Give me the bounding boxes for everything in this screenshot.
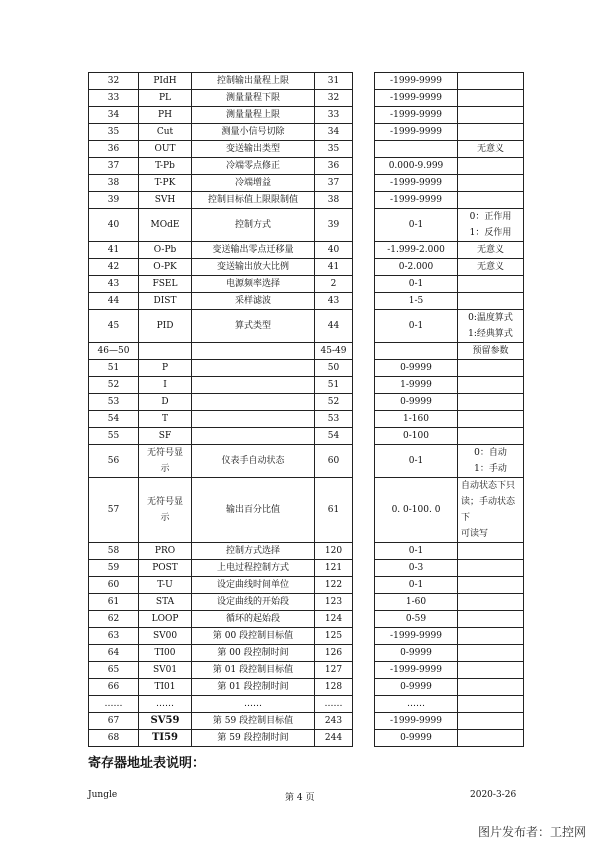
description-cell: 采样滤波 bbox=[192, 293, 315, 310]
description-cell: 输出百分比值 bbox=[192, 478, 315, 543]
note-cell bbox=[458, 730, 524, 747]
address-cell: 51 bbox=[315, 377, 353, 394]
address-cell: 123 bbox=[315, 594, 353, 611]
section-title: 寄存器地址表说明： bbox=[88, 756, 206, 771]
description-cell: 电源频率选择 bbox=[192, 276, 315, 293]
row-number-cell: 40 bbox=[89, 209, 139, 242]
symbol-cell: SF bbox=[139, 428, 192, 445]
description-cell: …… bbox=[192, 696, 315, 713]
note-cell bbox=[458, 394, 524, 411]
description-cell: 控制方式 bbox=[192, 209, 315, 242]
table-row bbox=[89, 73, 524, 90]
description-cell: 冷端零点修正 bbox=[192, 158, 315, 175]
address-cell: 121 bbox=[315, 560, 353, 577]
table-row bbox=[89, 107, 524, 124]
gap-cell bbox=[353, 124, 375, 141]
symbol-cell: TI59 bbox=[139, 730, 192, 747]
table-row bbox=[89, 192, 524, 209]
gap-cell bbox=[353, 192, 375, 209]
range-cell: 0.000-9.999 bbox=[375, 158, 458, 175]
gap-cell bbox=[353, 209, 375, 242]
footer-page-number: 第 4 页 bbox=[285, 793, 315, 803]
address-cell: 126 bbox=[315, 645, 353, 662]
note-cell bbox=[458, 560, 524, 577]
table-row bbox=[89, 360, 524, 377]
symbol-cell: D bbox=[139, 394, 192, 411]
gap-cell bbox=[353, 645, 375, 662]
note-cell bbox=[458, 645, 524, 662]
range-cell bbox=[375, 343, 458, 360]
address-cell: 61 bbox=[315, 478, 353, 543]
range-cell: 0-1 bbox=[375, 310, 458, 343]
description-cell: 变送输出类型 bbox=[192, 141, 315, 158]
range-cell: 1-5 bbox=[375, 293, 458, 310]
table-row bbox=[89, 90, 524, 107]
note-cell: 无意义 bbox=[458, 242, 524, 259]
range-cell: 0-9999 bbox=[375, 645, 458, 662]
table-row bbox=[89, 310, 524, 343]
address-cell: 127 bbox=[315, 662, 353, 679]
table-row bbox=[89, 560, 524, 577]
gap-cell bbox=[353, 377, 375, 394]
range-cell: -1999-9999 bbox=[375, 628, 458, 645]
row-number-cell: 60 bbox=[89, 577, 139, 594]
range-cell: -1999-9999 bbox=[375, 107, 458, 124]
description-cell: 算式类型 bbox=[192, 310, 315, 343]
description-cell: 控制输出量程上限 bbox=[192, 73, 315, 90]
table-row bbox=[89, 343, 524, 360]
table-row bbox=[89, 175, 524, 192]
address-cell: 122 bbox=[315, 577, 353, 594]
description-cell bbox=[192, 394, 315, 411]
note-cell: 0：正作用 1：反作用 bbox=[458, 209, 524, 242]
note-cell bbox=[458, 411, 524, 428]
gap-cell bbox=[353, 611, 375, 628]
gap-cell bbox=[353, 360, 375, 377]
range-cell: 0-9999 bbox=[375, 360, 458, 377]
table-row bbox=[89, 209, 524, 242]
table-row bbox=[89, 293, 524, 310]
gap-cell bbox=[353, 560, 375, 577]
gap-cell bbox=[353, 713, 375, 730]
address-cell: 243 bbox=[315, 713, 353, 730]
symbol-cell: Cut bbox=[139, 124, 192, 141]
note-cell bbox=[458, 175, 524, 192]
address-cell: 2 bbox=[315, 276, 353, 293]
table-row bbox=[89, 478, 524, 543]
gap-cell bbox=[353, 343, 375, 360]
table-row bbox=[89, 158, 524, 175]
row-number-cell: 58 bbox=[89, 543, 139, 560]
description-cell bbox=[192, 360, 315, 377]
table-row bbox=[89, 543, 524, 560]
note-cell: 无意义 bbox=[458, 259, 524, 276]
row-number-cell: 59 bbox=[89, 560, 139, 577]
range-cell: 0-1 bbox=[375, 276, 458, 293]
description-cell: 第 59 段控制目标值 bbox=[192, 713, 315, 730]
note-cell bbox=[458, 107, 524, 124]
symbol-cell: T-PK bbox=[139, 175, 192, 192]
symbol-cell: LOOP bbox=[139, 611, 192, 628]
note-cell: 0:温度算式 1:经典算式 bbox=[458, 310, 524, 343]
gap-cell bbox=[353, 696, 375, 713]
note-cell: 0：自动 1：手动 bbox=[458, 445, 524, 478]
note-cell bbox=[458, 679, 524, 696]
gap-cell bbox=[353, 175, 375, 192]
symbol-cell: SV59 bbox=[139, 713, 192, 730]
table-row bbox=[89, 577, 524, 594]
symbol-cell: I bbox=[139, 377, 192, 394]
gap-cell bbox=[353, 628, 375, 645]
table-row bbox=[89, 377, 524, 394]
table-row bbox=[89, 394, 524, 411]
gap-cell bbox=[353, 730, 375, 747]
gap-cell bbox=[353, 310, 375, 343]
range-cell: -1999-9999 bbox=[375, 192, 458, 209]
address-cell: 40 bbox=[315, 242, 353, 259]
range-cell: 0-1 bbox=[375, 577, 458, 594]
symbol-cell: SVH bbox=[139, 192, 192, 209]
note-cell bbox=[458, 276, 524, 293]
description-cell: 设定曲线的开始段 bbox=[192, 594, 315, 611]
note-cell bbox=[458, 90, 524, 107]
range-cell: 0-9999 bbox=[375, 394, 458, 411]
row-number-cell: 33 bbox=[89, 90, 139, 107]
note-cell bbox=[458, 662, 524, 679]
description-cell: 变送输出零点迁移量 bbox=[192, 242, 315, 259]
range-cell: …… bbox=[375, 696, 458, 713]
symbol-cell: SV01 bbox=[139, 662, 192, 679]
description-cell: 测量小信号切除 bbox=[192, 124, 315, 141]
symbol-cell: PH bbox=[139, 107, 192, 124]
description-cell: 控制方式选择 bbox=[192, 543, 315, 560]
gap-cell bbox=[353, 428, 375, 445]
gap-cell bbox=[353, 478, 375, 543]
table-row bbox=[89, 445, 524, 478]
address-cell: 39 bbox=[315, 209, 353, 242]
range-cell: 0-3 bbox=[375, 560, 458, 577]
note-cell bbox=[458, 428, 524, 445]
address-cell: 124 bbox=[315, 611, 353, 628]
symbol-cell: T-Pb bbox=[139, 158, 192, 175]
address-cell: 43 bbox=[315, 293, 353, 310]
range-cell: 1-9999 bbox=[375, 377, 458, 394]
note-cell bbox=[458, 124, 524, 141]
note-cell bbox=[458, 696, 524, 713]
note-cell bbox=[458, 377, 524, 394]
gap-cell bbox=[353, 293, 375, 310]
row-number-cell: 62 bbox=[89, 611, 139, 628]
row-number-cell: 44 bbox=[89, 293, 139, 310]
table-row bbox=[89, 713, 524, 730]
address-cell: 37 bbox=[315, 175, 353, 192]
gap-cell bbox=[353, 662, 375, 679]
row-number-cell: 54 bbox=[89, 411, 139, 428]
row-number-cell: 65 bbox=[89, 662, 139, 679]
range-cell: -1.999-2.000 bbox=[375, 242, 458, 259]
description-cell: 控制目标值上限限制值 bbox=[192, 192, 315, 209]
gap-cell bbox=[353, 543, 375, 560]
note-cell bbox=[458, 713, 524, 730]
symbol-cell: FSEL bbox=[139, 276, 192, 293]
note-cell bbox=[458, 192, 524, 209]
note-cell bbox=[458, 594, 524, 611]
symbol-cell bbox=[139, 343, 192, 360]
gap-cell bbox=[353, 259, 375, 276]
symbol-cell: PID bbox=[139, 310, 192, 343]
gap-cell bbox=[353, 242, 375, 259]
address-cell: 60 bbox=[315, 445, 353, 478]
symbol-cell: T bbox=[139, 411, 192, 428]
gap-cell bbox=[353, 679, 375, 696]
gap-cell bbox=[353, 445, 375, 478]
row-number-cell: 64 bbox=[89, 645, 139, 662]
gap-cell bbox=[353, 577, 375, 594]
address-cell: 50 bbox=[315, 360, 353, 377]
gap-cell bbox=[353, 158, 375, 175]
description-cell: 第 00 段控制时间 bbox=[192, 645, 315, 662]
row-number-cell: 55 bbox=[89, 428, 139, 445]
range-cell: -1999-9999 bbox=[375, 73, 458, 90]
row-number-cell: 57 bbox=[89, 478, 139, 543]
range-cell: -1999-9999 bbox=[375, 175, 458, 192]
row-number-cell: 45 bbox=[89, 310, 139, 343]
gap-cell bbox=[353, 107, 375, 124]
symbol-cell: …… bbox=[139, 696, 192, 713]
address-cell: 244 bbox=[315, 730, 353, 747]
note-cell bbox=[458, 611, 524, 628]
description-cell bbox=[192, 377, 315, 394]
range-cell: -1999-9999 bbox=[375, 713, 458, 730]
description-cell: 第 00 段控制目标值 bbox=[192, 628, 315, 645]
symbol-cell: PIdH bbox=[139, 73, 192, 90]
description-cell: 测量量程下限 bbox=[192, 90, 315, 107]
table-row bbox=[89, 141, 524, 158]
address-cell: 36 bbox=[315, 158, 353, 175]
row-number-cell: 52 bbox=[89, 377, 139, 394]
range-cell: 0-59 bbox=[375, 611, 458, 628]
row-number-cell: 32 bbox=[89, 73, 139, 90]
symbol-cell: P bbox=[139, 360, 192, 377]
row-number-cell: 61 bbox=[89, 594, 139, 611]
description-cell bbox=[192, 428, 315, 445]
address-cell: 53 bbox=[315, 411, 353, 428]
description-cell bbox=[192, 411, 315, 428]
range-cell: 0. 0-100. 0 bbox=[375, 478, 458, 543]
symbol-cell: SV00 bbox=[139, 628, 192, 645]
symbol-cell: PL bbox=[139, 90, 192, 107]
description-cell: 第 59 段控制时间 bbox=[192, 730, 315, 747]
description-cell: 仪表手自动状态 bbox=[192, 445, 315, 478]
address-cell: 32 bbox=[315, 90, 353, 107]
table-row bbox=[89, 124, 524, 141]
row-number-cell: 35 bbox=[89, 124, 139, 141]
address-cell: 41 bbox=[315, 259, 353, 276]
description-cell: 设定曲线时间单位 bbox=[192, 577, 315, 594]
row-number-cell: 41 bbox=[89, 242, 139, 259]
gap-cell bbox=[353, 90, 375, 107]
address-cell: 34 bbox=[315, 124, 353, 141]
address-cell: 52 bbox=[315, 394, 353, 411]
table-row bbox=[89, 276, 524, 293]
symbol-cell: STA bbox=[139, 594, 192, 611]
gap-cell bbox=[353, 73, 375, 90]
note-cell bbox=[458, 543, 524, 560]
row-number-cell: 68 bbox=[89, 730, 139, 747]
range-cell: 0-100 bbox=[375, 428, 458, 445]
footer-date: 2020-3-26 bbox=[470, 790, 517, 800]
row-number-cell: 34 bbox=[89, 107, 139, 124]
address-cell: 33 bbox=[315, 107, 353, 124]
row-number-cell: 63 bbox=[89, 628, 139, 645]
address-cell: …… bbox=[315, 696, 353, 713]
symbol-cell: OUT bbox=[139, 141, 192, 158]
row-number-cell: 67 bbox=[89, 713, 139, 730]
table-row bbox=[89, 730, 524, 747]
range-cell: 0-9999 bbox=[375, 679, 458, 696]
note-cell bbox=[458, 577, 524, 594]
symbol-cell: 无符号显 示 bbox=[139, 445, 192, 478]
table-row bbox=[89, 611, 524, 628]
row-number-cell: 36 bbox=[89, 141, 139, 158]
row-number-cell: 38 bbox=[89, 175, 139, 192]
note-cell: 自动状态下只 读；手动状态下 可读写 bbox=[458, 478, 524, 543]
description-cell: 循环的起始段 bbox=[192, 611, 315, 628]
register-table-body bbox=[89, 73, 524, 747]
symbol-cell: TI01 bbox=[139, 679, 192, 696]
symbol-cell: TI00 bbox=[139, 645, 192, 662]
symbol-cell: T-U bbox=[139, 577, 192, 594]
note-cell bbox=[458, 360, 524, 377]
table-row bbox=[89, 594, 524, 611]
range-cell bbox=[375, 141, 458, 158]
row-number-cell: …… bbox=[89, 696, 139, 713]
range-cell: 0-1 bbox=[375, 445, 458, 478]
row-number-cell: 39 bbox=[89, 192, 139, 209]
address-cell: 125 bbox=[315, 628, 353, 645]
address-cell: 31 bbox=[315, 73, 353, 90]
symbol-cell: O-Pb bbox=[139, 242, 192, 259]
row-number-cell: 66 bbox=[89, 679, 139, 696]
row-number-cell: 53 bbox=[89, 394, 139, 411]
description-cell: 变送输出放大比例 bbox=[192, 259, 315, 276]
row-number-cell: 37 bbox=[89, 158, 139, 175]
address-cell: 38 bbox=[315, 192, 353, 209]
range-cell: 1-160 bbox=[375, 411, 458, 428]
range-cell: 0-1 bbox=[375, 543, 458, 560]
table-row bbox=[89, 696, 524, 713]
note-cell: 无意义 bbox=[458, 141, 524, 158]
gap-cell bbox=[353, 394, 375, 411]
symbol-cell: PRO bbox=[139, 543, 192, 560]
row-number-cell: 51 bbox=[89, 360, 139, 377]
gap-cell bbox=[353, 141, 375, 158]
symbol-cell: POST bbox=[139, 560, 192, 577]
description-cell: 第 01 段控制目标值 bbox=[192, 662, 315, 679]
register-table bbox=[88, 72, 524, 747]
row-number-cell: 42 bbox=[89, 259, 139, 276]
symbol-cell: 无符号显 示 bbox=[139, 478, 192, 543]
description-cell: 测量量程上限 bbox=[192, 107, 315, 124]
row-number-cell: 46—50 bbox=[89, 343, 139, 360]
table-row bbox=[89, 662, 524, 679]
gap-cell bbox=[353, 411, 375, 428]
footer-author: Jungle bbox=[88, 790, 118, 800]
watermark: 图片发布者：工控网 bbox=[477, 825, 586, 839]
address-cell: 35 bbox=[315, 141, 353, 158]
address-cell: 54 bbox=[315, 428, 353, 445]
note-cell bbox=[458, 73, 524, 90]
symbol-cell: DIST bbox=[139, 293, 192, 310]
note-cell bbox=[458, 158, 524, 175]
description-cell: 第 01 段控制时间 bbox=[192, 679, 315, 696]
range-cell: -1999-9999 bbox=[375, 90, 458, 107]
range-cell: 1-60 bbox=[375, 594, 458, 611]
gap-cell bbox=[353, 594, 375, 611]
table-row bbox=[89, 411, 524, 428]
description-cell: 上电过程控制方式 bbox=[192, 560, 315, 577]
note-cell bbox=[458, 628, 524, 645]
symbol-cell: MOdE bbox=[139, 209, 192, 242]
note-cell bbox=[458, 293, 524, 310]
table-row bbox=[89, 259, 524, 276]
description-cell bbox=[192, 343, 315, 360]
table-row bbox=[89, 645, 524, 662]
address-cell: 128 bbox=[315, 679, 353, 696]
gap-cell bbox=[353, 276, 375, 293]
range-cell: 0-2.000 bbox=[375, 259, 458, 276]
table-row bbox=[89, 679, 524, 696]
range-cell: -1999-9999 bbox=[375, 662, 458, 679]
range-cell: 0-1 bbox=[375, 209, 458, 242]
address-cell: 45-49 bbox=[315, 343, 353, 360]
address-cell: 120 bbox=[315, 543, 353, 560]
table-row bbox=[89, 428, 524, 445]
table-row bbox=[89, 242, 524, 259]
row-number-cell: 43 bbox=[89, 276, 139, 293]
range-cell: -1999-9999 bbox=[375, 124, 458, 141]
range-cell: 0-9999 bbox=[375, 730, 458, 747]
symbol-cell: O-PK bbox=[139, 259, 192, 276]
address-cell: 44 bbox=[315, 310, 353, 343]
table-row bbox=[89, 628, 524, 645]
note-cell: 预留参数 bbox=[458, 343, 524, 360]
description-cell: 冷端增益 bbox=[192, 175, 315, 192]
row-number-cell: 56 bbox=[89, 445, 139, 478]
